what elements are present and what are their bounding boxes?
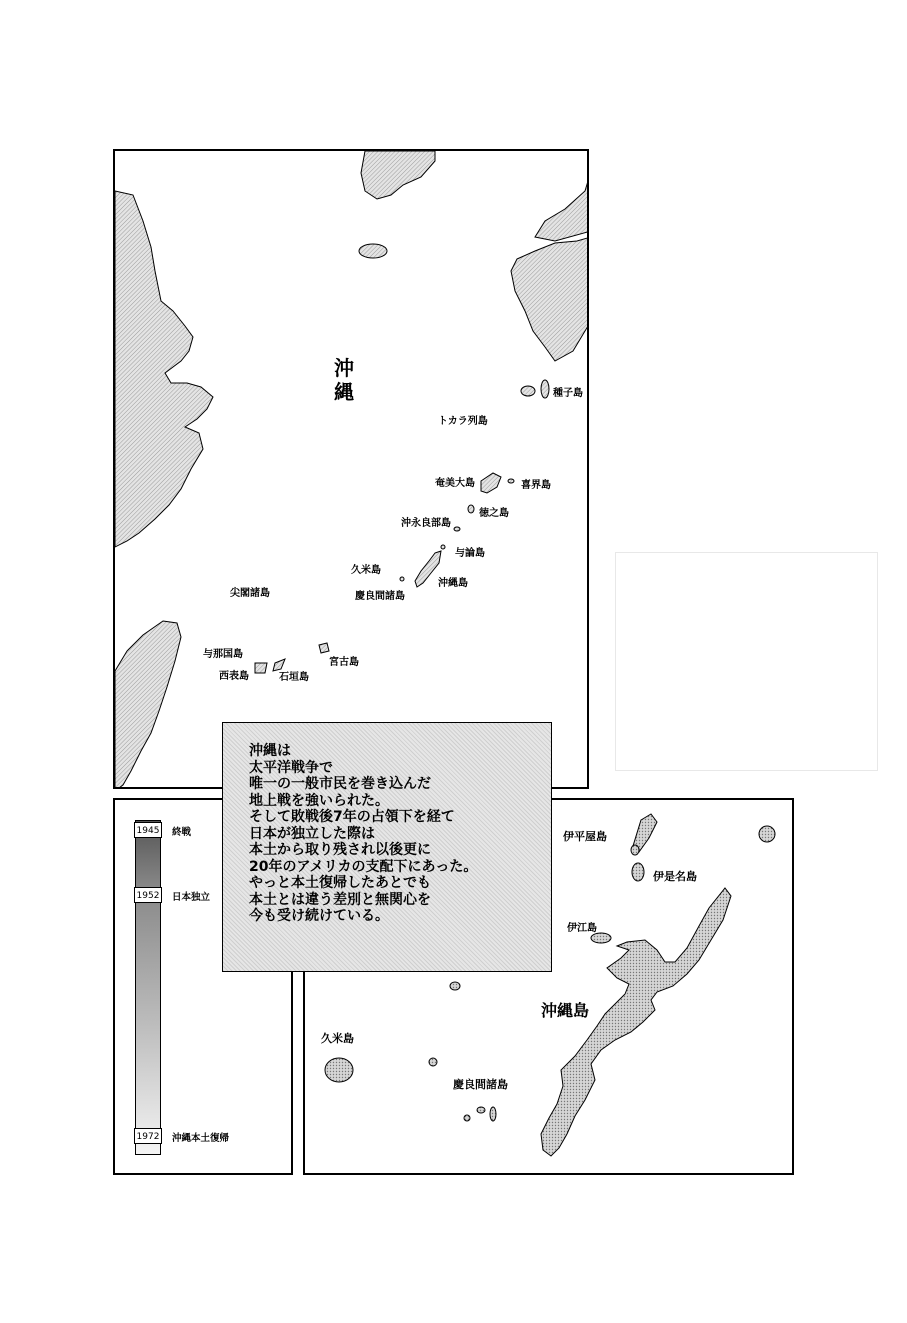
korea-landmass xyxy=(361,151,435,199)
label-miyako: 宮古島 xyxy=(329,657,359,668)
label-tokunoshima: 徳之島 xyxy=(479,508,509,519)
timeline-year-1952: 1952 xyxy=(134,887,162,903)
main-map-graphic xyxy=(115,151,589,789)
kume-island xyxy=(400,577,404,581)
narration-line-8: 20年のアメリカの支配下にあった。 xyxy=(249,858,478,875)
noho-island xyxy=(631,845,639,855)
yoron-island xyxy=(441,545,445,549)
ie-island xyxy=(591,933,611,943)
okinoerabu-island xyxy=(454,527,460,531)
narration-line-4: 地上戦を強いられた。 xyxy=(249,792,389,809)
label-tokara: トカラ列島 xyxy=(438,416,488,427)
narration-line-10: 本土とは違う差別と無関心を xyxy=(249,891,431,908)
taiwan-landmass xyxy=(115,621,181,789)
timeline-year-1972: 1972 xyxy=(134,1128,162,1144)
amami-island xyxy=(481,473,501,493)
narration-line-2: 太平洋戦争で xyxy=(249,759,333,776)
label-yonaguni: 与那国島 xyxy=(203,649,243,660)
jeju-island xyxy=(359,244,387,258)
kerama-islet-3 xyxy=(464,1115,470,1121)
izena-island xyxy=(632,863,644,881)
tokunoshima-island xyxy=(468,505,474,513)
kerama-islet-2 xyxy=(490,1107,496,1121)
narration-line-1: 沖縄は xyxy=(249,743,291,759)
narration-line-9: やっと本土復帰したあとでも xyxy=(249,875,431,891)
honshu-landmass xyxy=(535,171,589,241)
kume-island-detail xyxy=(325,1058,353,1082)
narration-box xyxy=(222,722,552,972)
label-kikai: 喜界島 xyxy=(521,480,551,491)
label-yoron: 与論島 xyxy=(455,548,485,559)
detail-map-title: 沖縄島 xyxy=(541,1001,590,1020)
timeline-bar xyxy=(135,820,161,1155)
aguni-islet xyxy=(450,982,460,990)
label-ishigaki: 石垣島 xyxy=(279,672,309,683)
timeline-label-1952: 日本独立 xyxy=(172,892,211,903)
detail-label-ie: 伊江島 xyxy=(567,923,597,934)
main-map-title: 沖縄 xyxy=(334,356,354,404)
narration-line-7: 本土から取り残され以後更に xyxy=(249,842,431,858)
label-senkaku: 尖閣諸島 xyxy=(230,588,270,599)
label-iriomote: 西表島 xyxy=(219,671,249,682)
timeline-year-1945: 1945 xyxy=(134,822,162,838)
main-map-panel xyxy=(113,149,589,789)
label-okinoerabu: 沖永良部島 xyxy=(401,518,451,529)
detail-label-kerama: 慶良間諸島 xyxy=(453,1078,508,1091)
iriomote-island xyxy=(255,663,267,673)
label-amami: 奄美大島 xyxy=(435,478,475,489)
miyako-island xyxy=(319,643,329,653)
detail-label-iheya: 伊平屋島 xyxy=(563,830,607,843)
timeline-label-1945: 終戦 xyxy=(172,827,192,838)
iheya-outer-islet xyxy=(759,826,775,842)
empty-frame xyxy=(615,552,878,771)
label-kerama: 慶良間諸島 xyxy=(355,591,405,602)
narration-line-6: 日本が独立した際は xyxy=(249,825,375,842)
label-tanegashima: 種子島 xyxy=(553,388,583,399)
label-kume: 久米島 xyxy=(351,565,381,576)
kikai-island xyxy=(508,479,514,483)
tanegashima-island xyxy=(541,380,549,398)
china-landmass xyxy=(115,191,213,547)
narration-line-11: 今も受け続けている。 xyxy=(249,908,389,924)
tonaki-islet xyxy=(429,1058,437,1066)
detail-label-izena: 伊是名島 xyxy=(653,870,697,883)
label-okinawa: 沖縄島 xyxy=(438,578,468,589)
narration-line-3: 唯一の一般市民を巻き込んだ xyxy=(249,776,431,792)
kyushu-landmass xyxy=(511,237,589,361)
narration-line-5: そして敗戦後7年の占領下を経て xyxy=(249,809,455,825)
timeline-label-1972: 沖縄本土復帰 xyxy=(172,1133,230,1144)
yakushima-island xyxy=(521,386,535,396)
kerama-islet-1 xyxy=(477,1107,485,1113)
detail-label-kume: 久米島 xyxy=(321,1032,354,1045)
